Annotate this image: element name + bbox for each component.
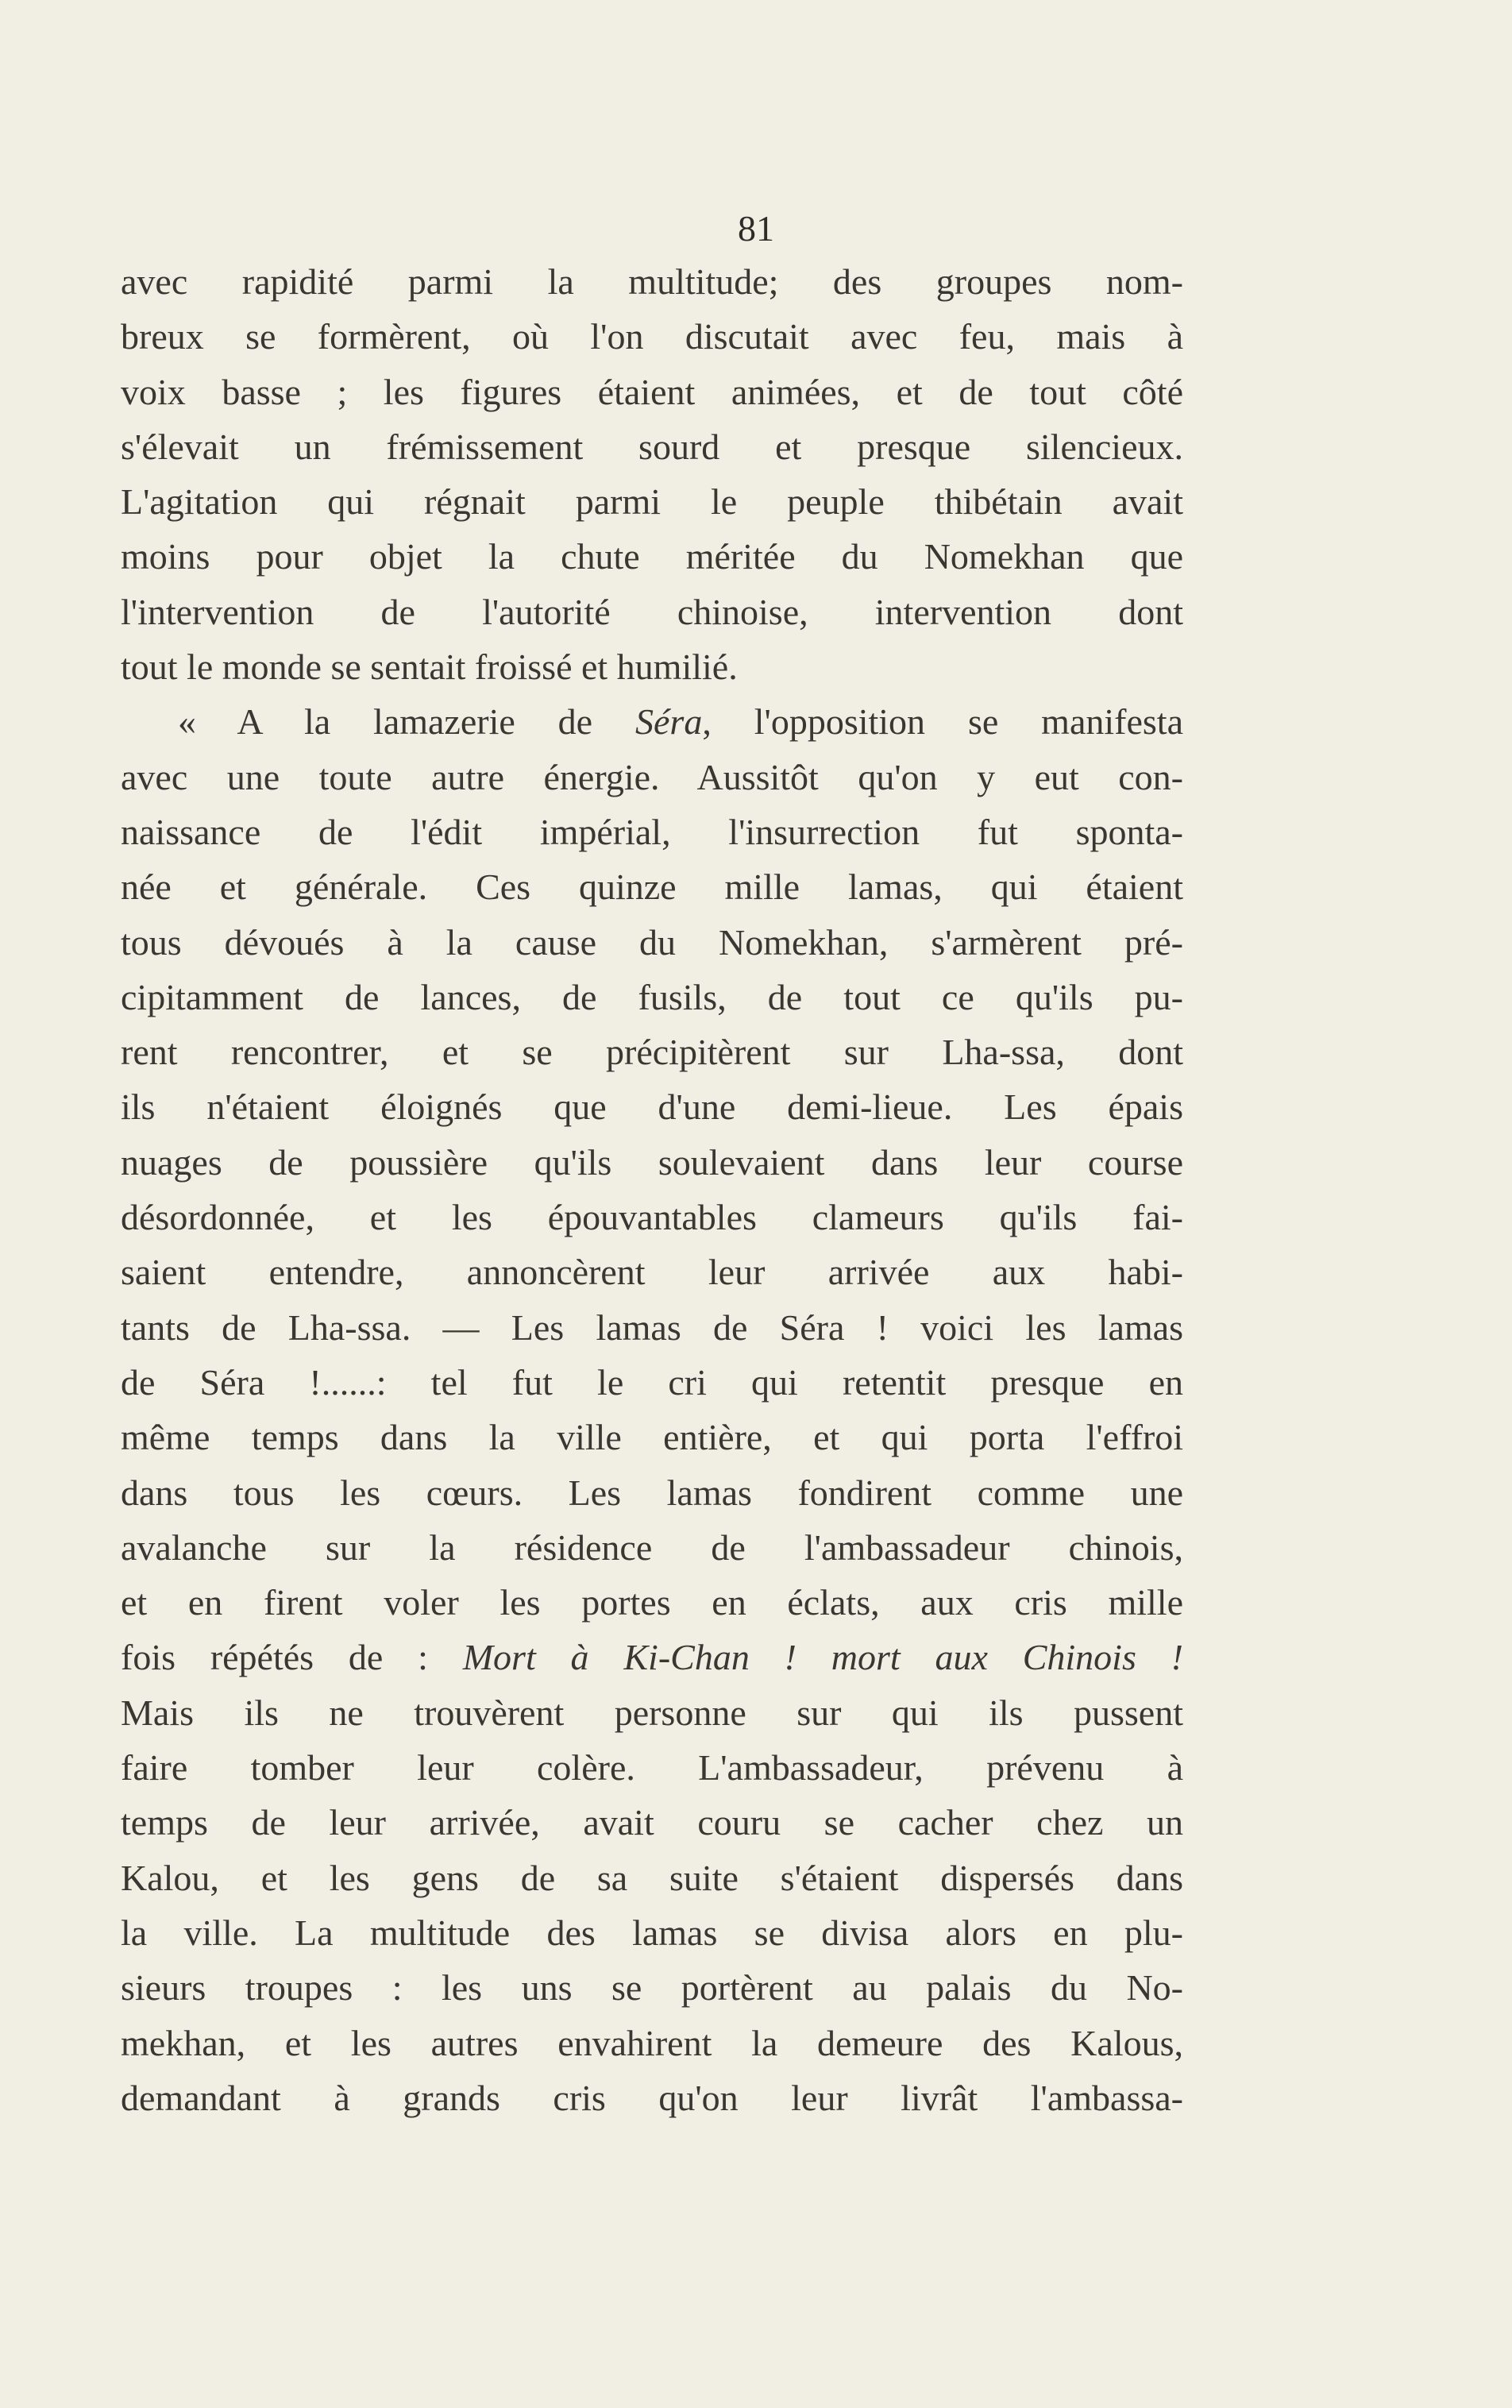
text-line-11: naissance de l'édit impérial, l'insurrection fut sponta- <box>121 811 1183 852</box>
text-line-6: moins pour objet la chute méritée du Nomekhan que <box>121 536 1183 577</box>
page-number: 81 <box>738 208 774 249</box>
text-line-13: tous dévoués à la cause du Nomekhan, s'armèrent pré- <box>121 921 1183 963</box>
text-line-28: faire tomber leur colère. L'ambassadeur, prévenu à <box>121 1747 1183 1789</box>
text-line-9-italic: Séra <box>635 701 703 743</box>
text-line-10: avec une toute autre énergie. Aussitôt qu'on y eut con- <box>121 756 1183 797</box>
text-line-30: Kalou, et les gens de sa suite s'étaient dispersés dans <box>121 1857 1183 1898</box>
text-line-9-before: « A la lamazerie de <box>178 701 636 743</box>
text-line-25: et en firent voler les portes en éclats, aux cris mille <box>121 1582 1183 1623</box>
text-line-17: nuages de poussière qu'ils soulevaient dans leur course <box>121 1141 1183 1183</box>
text-line-19: saient entendre, annoncèrent leur arrivée aux habi- <box>121 1252 1183 1293</box>
text-line-9-after: , l'opposition se manifesta <box>702 701 1183 743</box>
text-line-14: cipitamment de lances, de fusils, de tout ce qu'ils pu- <box>121 976 1183 1017</box>
text-line-18: désordonnée, et les épouvantables clameurs qu'ils fai- <box>121 1197 1183 1238</box>
text-line-7: l'intervention de l'autorité chinoise, intervention dont <box>121 591 1183 632</box>
text-line-29: temps de leur arrivée, avait couru se cacher chez un <box>121 1802 1183 1843</box>
text-line-5: L'agitation qui régnait parmi le peuple thibétain avait <box>121 481 1183 523</box>
text-line-26-before: fois répétés de : <box>121 1637 463 1678</box>
text-line-12: née et générale. Ces quinze mille lamas, qui étaient <box>121 866 1183 908</box>
text-line-9 <box>121 694 1183 749</box>
text-line-1: avec rapidité parmi la multitude; des groupes nom- <box>121 261 1183 302</box>
text-line-8: tout le monde se sentait froissé et humilié. <box>121 646 738 688</box>
text-line-32: sieurs troupes : les uns se portèrent au palais du No- <box>121 1967 1183 2009</box>
text-line-23: dans tous les cœurs. Les lamas fondirent comme une <box>121 1472 1183 1513</box>
text-line-15: rent rencontrer, et se précipitèrent sur Lha-ssa, dont <box>121 1032 1183 1073</box>
body-text <box>121 254 1183 2125</box>
text-line-26-italic: Mort à Ki-Chan ! mort aux Chinois ! <box>462 1637 1183 1678</box>
text-line-20: tants de Lha-ssa. — Les lamas de Séra ! voici les lamas <box>121 1306 1183 1348</box>
text-line-4: s'élevait un frémissement sourd et presque silencieux. <box>121 426 1183 467</box>
text-line-3: voix basse ; les figures étaient animées, et de tout côté <box>121 371 1183 412</box>
text-line-34: demandant à grands cris qu'on leur livrât l'ambassa- <box>121 2077 1183 2118</box>
text-line-31: la ville. La multitude des lamas se divisa alors en plu- <box>121 1912 1183 1953</box>
text-line-16: ils n'étaient éloignés que d'une demi-lieue. Les épais <box>121 1086 1183 1128</box>
text-line-27: Mais ils ne trouvèrent personne sur qui ils pussent <box>121 1692 1183 1733</box>
text-line-22: même temps dans la ville entière, et qui porta l'effroi <box>121 1417 1183 1458</box>
text-line-26 <box>121 1630 1183 1684</box>
text-line-33: mekhan, et les autres envahirent la demeure des Kalous, <box>121 2022 1183 2063</box>
text-line-2: breux se formèrent, où l'on discutait avec feu, mais à <box>121 316 1183 357</box>
text-line-21: de Séra !......: tel fut le cri qui retentit presque en <box>121 1361 1183 1403</box>
text-line-24: avalanche sur la résidence de l'ambassadeur chinois, <box>121 1526 1183 1568</box>
